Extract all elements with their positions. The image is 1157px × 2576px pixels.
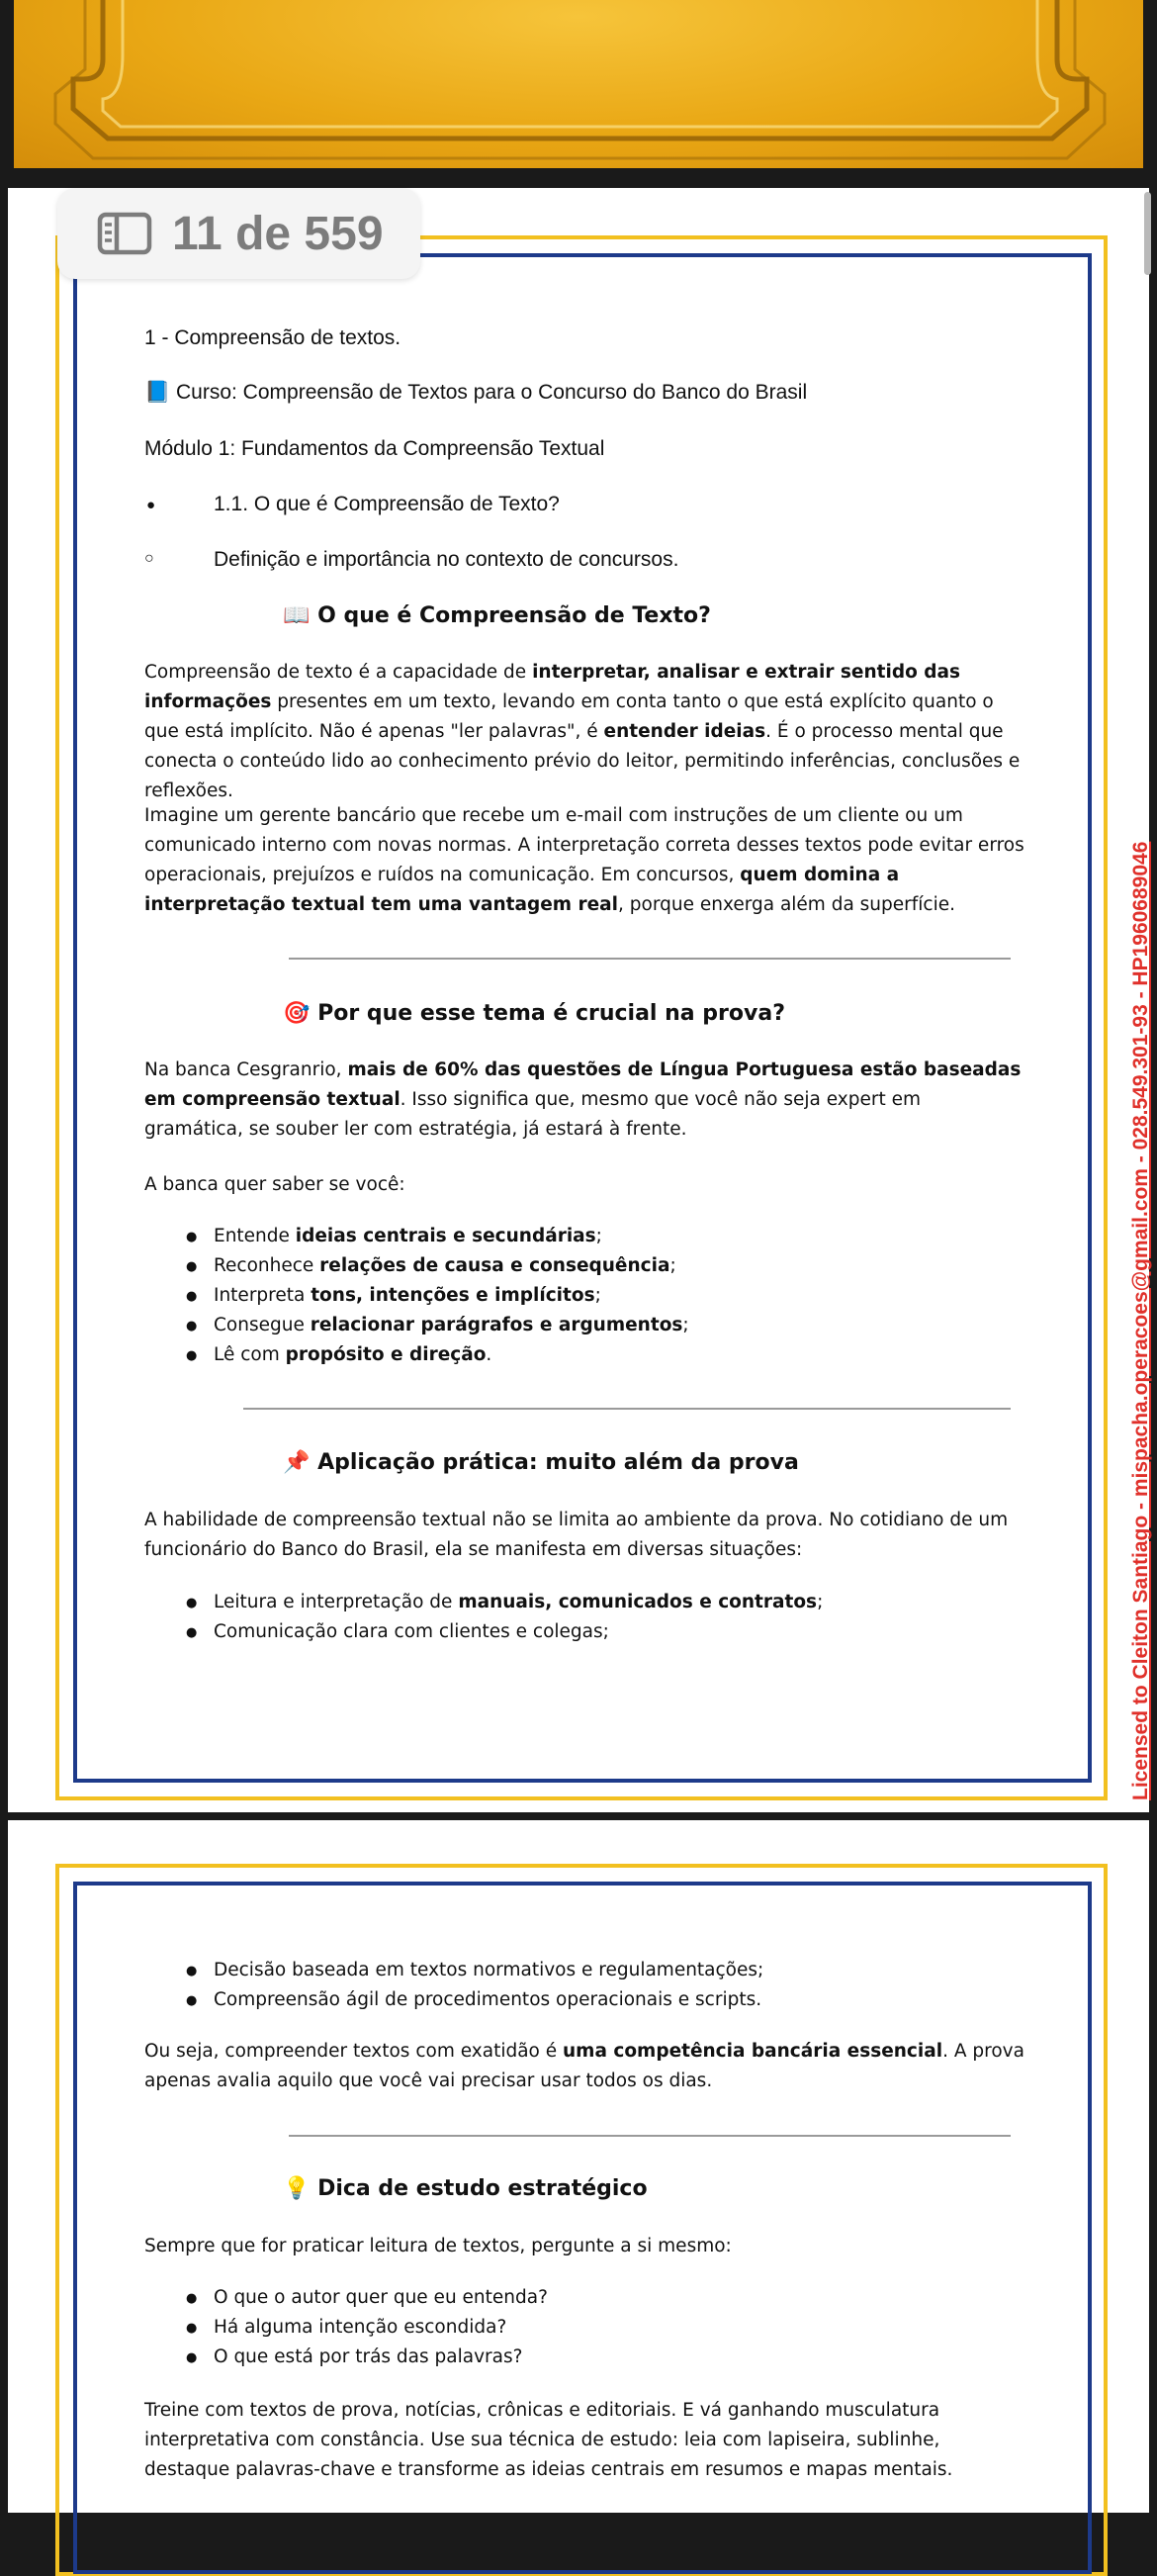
target-icon: 🎯 [283,1001,311,1026]
paragraph-8: Treine com textos de prova, notícias, crônicas e editoriais. E vá ganhando musculatura interpretativa com constância. Use sua técnica de estudo: leia com lapiseira, sublinhe, destaque palavras-chave e transforme as ideias centrais em resumos e mapas mentais. [144,2400,953,2480]
list-item: ● Consegue relacionar parágrafos e argumentos; [144,1311,1024,1340]
paragraph-6: Ou seja, compreender textos com exatidão é uma competência bancária essencial. A prova apenas avalia aquilo que você vai precisar usar todos os dias. [144,2041,1024,2091]
heading-study-tip [283,2176,1157,2201]
doc-line-1 [144,326,1024,350]
course-title: Curso: Compreensão de Textos para o Concurso do Banco do Brasil [176,381,808,404]
lightbulb-icon: 💡 [283,2176,311,2201]
bullet-text: 1.1. O que é Compreensão de Texto? [214,493,560,515]
cover-page-fragment [14,0,1143,168]
paragraph-4: A banca quer saber se você: [144,1174,405,1195]
list-item: ● Entende ideias centrais e secundárias; [144,1222,1024,1251]
list-item: ● O que o autor quer que eu entenda? [144,2283,1024,2313]
list-item: ● Compreensão ágil de procedimentos operacionais e scripts. [144,1985,1024,2015]
document-page-11 [8,188,1149,1812]
open-book-icon: 📖 [283,603,311,628]
module-line [144,437,1024,461]
module-title: Módulo 1: Fundamentos da Compreensão Textual [144,437,605,460]
list-applications-cont [144,1956,1024,2015]
heading-text: Aplicação prática: muito além da prova [317,1450,799,1475]
paragraph-2: Imagine um gerente bancário que recebe um e-mail com instruções de um cliente ou um comunicado interno com novas normas. A interpretação correta desses textos pode evitar erros operacionais, prejuízos e ruídos na comunicação. Em concursos, quem domina a interpretação textual tem uma vantagem real, porque enxerga além da superfície. [144,805,1024,915]
divider [289,958,1011,960]
list-applications [144,1588,1024,1647]
sidebar-panel-icon [97,212,152,255]
list-item: ● Há alguma intenção escondida? [144,2313,1024,2343]
list-item: ● O que está por trás das palavras? [144,2343,1024,2372]
list-item: ● Lê com propósito e direção. [144,1340,1024,1370]
divider [289,2135,1011,2137]
list-criteria [144,1222,1024,1370]
paragraph-1: Compreensão de texto é a capacidade de interpretar, analisar e extrair sentido das informações presentes em um texto, levando em conta tanto o que está explícito quanto o que está implícito. Não é apenas "ler palavras", é entender ideias. É o processo mental que conecta o conteúdo lido ao conhecimento prévio do leitor, permitindo inferências, conclusões e reflexões. [144,662,1021,801]
book-icon: 📘 [144,381,171,404]
ornamental-frame [14,0,1143,168]
sub-bullet-text: Definição e importância no contexto de concursos. [214,548,679,571]
page-counter-button[interactable] [57,188,420,279]
list-item: ● Reconhece relações de causa e consequência; [144,1251,1024,1281]
list-questions [144,2283,1024,2372]
list-item: ● Comunicação clara com clientes e colegas; [144,1617,1024,1647]
list-item: ● Leitura e interpretação de manuais, comunicados e contratos; [144,1588,1024,1617]
list-item: ● Interpreta tons, intenções e implícitos; [144,1281,1024,1311]
heading-why-crucial [283,1001,1157,1026]
paragraph-7: Sempre que for praticar leitura de textos, pergunte a si mesmo: [144,2236,732,2256]
paragraph-5: A habilidade de compreensão textual não se limita ao ambiente da prova. No cotidiano de um funcionário do Banco do Brasil, ela se manifesta em diversas situações: [144,1510,1009,1560]
pushpin-icon: 📌 [283,1450,311,1475]
heading-what-is [283,603,1157,628]
divider [243,1408,1011,1410]
heading-practical [283,1450,1157,1475]
paragraph-3: Na banca Cesgranrio, mais de 60% das questões de Língua Portuguesa estão baseadas em compreensão textual. Isso significa que, mesmo que você não seja expert em gramática, se souber ler com estratégia, já estará à frente. [144,1059,1022,1140]
course-line [144,381,1024,405]
page-counter-text: 11 de 559 [172,207,384,260]
sub-bullet-marker: ○ [144,550,154,567]
document-page-12 [8,1820,1149,2513]
heading-text: Por que esse tema é crucial na prova? [317,1001,785,1026]
heading-text: O que é Compreensão de Texto? [317,603,711,628]
heading-text: Dica de estudo estratégico [317,2176,648,2201]
topic-title: 1 - Compreensão de textos. [144,326,401,349]
list-item: ● Decisão baseada em textos normativos e regulamentações; [144,1956,1024,1985]
license-watermark: Licensed to Cleiton Santiago - mispacha.operacoes@gmail.com - 028.549.301-93 - HP1960689046 [1129,841,1152,1800]
bullet-marker: ● [146,497,156,513]
